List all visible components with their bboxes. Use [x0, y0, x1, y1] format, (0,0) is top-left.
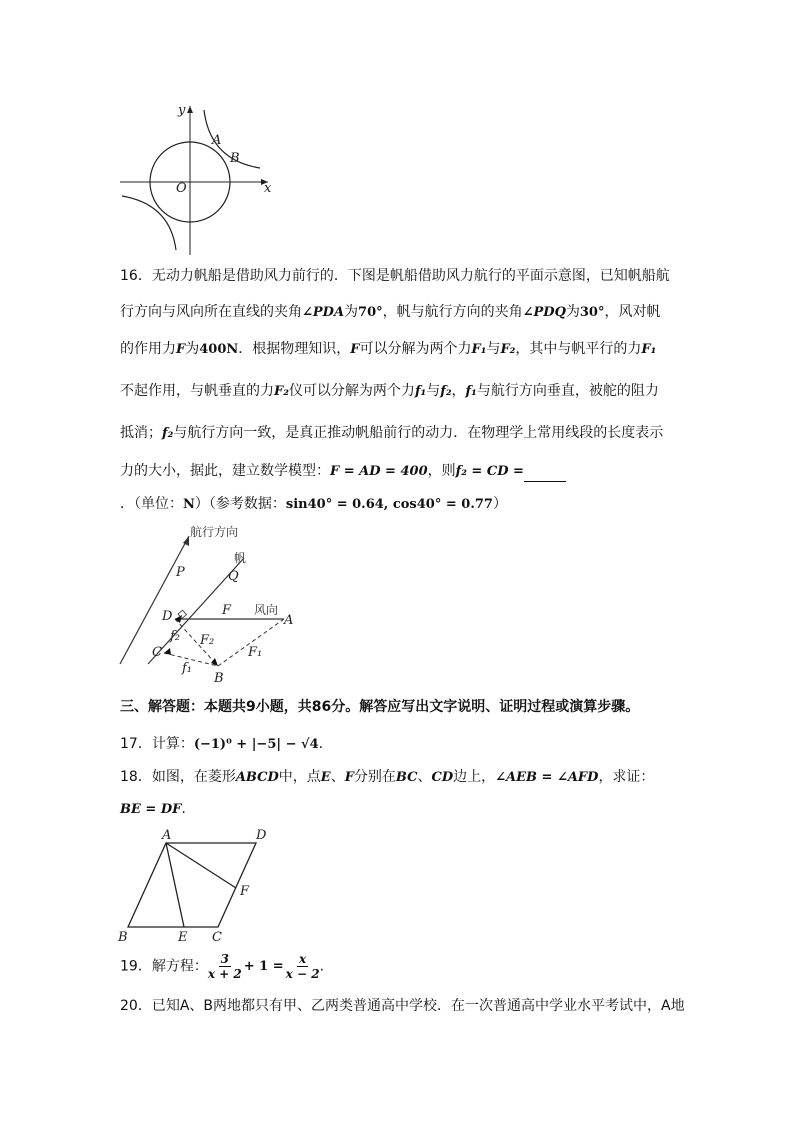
- q16-text: ，其中与帆平行的力: [515, 341, 642, 357]
- label-O: O: [176, 181, 187, 196]
- rhombus-figure: [116, 826, 276, 946]
- q16-text: 为: [185, 341, 200, 357]
- label-F: F: [240, 884, 250, 899]
- label-C: C: [212, 930, 222, 945]
- q16-math: ∠PDA: [302, 305, 345, 320]
- q16-math: ∠PDQ: [522, 305, 566, 320]
- q16-line-4: [120, 381, 659, 402]
- q16-text: ，帆与航行方向的夹角: [382, 304, 523, 320]
- q18-math: CD: [431, 770, 454, 785]
- segment-AF: [166, 843, 236, 888]
- q16-text: 的作用力: [120, 341, 176, 357]
- q16-math: N: [183, 497, 195, 512]
- q16-text: 为: [565, 304, 580, 320]
- label-B: B: [230, 151, 240, 166]
- q18-text: 、: [330, 769, 345, 785]
- label-f2: f₂: [170, 629, 181, 644]
- q16-math: f₁: [465, 384, 477, 399]
- label-heading: 航行方向: [190, 525, 239, 539]
- q16-line-3: [120, 339, 656, 360]
- label-y: y: [178, 103, 186, 118]
- q16-math: 30°: [579, 305, 605, 320]
- q16-text: ．（单位：: [120, 496, 183, 512]
- q16-text: 力的大小，据此，建立数学模型：: [120, 463, 330, 479]
- q18-text: 边上，: [453, 769, 496, 785]
- q16-math: 400N: [199, 342, 239, 357]
- q16-text: 16．无动力帆船是借助风力前行的．下图是帆船借助风力航行的平面示意图，已知帆船航: [120, 268, 670, 284]
- label-F2: F₂: [200, 633, 215, 648]
- q16-text: ，则: [427, 463, 456, 479]
- q18-text: .: [181, 801, 186, 817]
- q16-math: F₁: [471, 342, 487, 357]
- q17-math: (−1)⁰ + |−5| − √4: [193, 737, 319, 752]
- q16-text: 与: [486, 341, 501, 357]
- q16-math: F: [350, 342, 360, 357]
- q16-math: 70°: [358, 305, 383, 320]
- q18-text: 中，点: [278, 769, 321, 785]
- section-3-heading: [120, 697, 639, 717]
- label-A: A: [284, 613, 294, 628]
- label-A: A: [212, 133, 222, 148]
- q16-text: 与: [426, 383, 441, 399]
- q17-line: [120, 734, 323, 755]
- q18-text: ，求证：: [598, 769, 655, 785]
- q16-math: sin40° = 0.64, cos40° = 0.77: [285, 497, 493, 512]
- sailboat-force-figure: [118, 522, 318, 686]
- label-A: A: [162, 828, 172, 843]
- q18-math: BC: [395, 770, 418, 785]
- q19-line: [120, 952, 324, 981]
- label-f1: f₁: [182, 661, 193, 676]
- q18-math: E: [320, 770, 331, 785]
- q16-math: F = AD = 400: [330, 464, 428, 479]
- label-P: P: [176, 565, 185, 580]
- rhombus-ABCD: [128, 843, 256, 927]
- q16-text: ．根据物理知识，: [238, 341, 351, 357]
- q16-math: F: [176, 342, 186, 357]
- q18-line-1: [120, 767, 654, 788]
- numerator: x: [299, 952, 307, 966]
- force-arrowhead-C: [164, 648, 171, 655]
- y-axis-arrow: [187, 106, 193, 113]
- label-C: C: [152, 645, 162, 660]
- q16-math: F₂: [274, 384, 289, 399]
- q16-text: 与航行方向垂直，被舵的阻力: [476, 383, 659, 399]
- q16-math: f₁: [414, 384, 427, 399]
- q19-math: + 1 =: [243, 958, 284, 974]
- q18-line-2: [120, 799, 186, 820]
- q16-text: 与航行方向一致，是真正推动帆船前行的动力．在物理学上常用线段的长度表示: [173, 425, 664, 441]
- q16-text: ）: [492, 496, 507, 512]
- label-wind: 风向: [254, 603, 279, 617]
- denominator: x − 2: [285, 967, 320, 981]
- q16-text: 不起作用，与帆垂直的力: [120, 383, 274, 399]
- q16-math: F₁: [641, 342, 657, 357]
- q16-math: f₂ = CD =: [455, 464, 524, 479]
- label-E: E: [178, 930, 188, 945]
- label-x: x: [264, 181, 272, 196]
- hyperbola-branch-2: [122, 196, 176, 250]
- q16-text: 仪可以分解为两个力: [288, 383, 415, 399]
- q16-line-6: [120, 461, 566, 482]
- label-F1: F₁: [248, 645, 263, 660]
- q16-text: 抵消；: [120, 425, 162, 441]
- q18-text: 分别在: [353, 769, 396, 785]
- q16-line-2: [120, 302, 660, 323]
- label-D: D: [256, 828, 267, 843]
- fraction-1: [208, 952, 242, 981]
- label-D: D: [162, 609, 173, 624]
- q19-text: 19．解方程：: [120, 958, 208, 975]
- q18-text: 18．如图，在菱形: [120, 769, 236, 785]
- q16-math: f₂: [162, 426, 174, 441]
- numerator: 3: [220, 952, 229, 966]
- section-heading-text: 三、解答题：本题共9小题，共86分。解答应写出文字说明、证明过程或演算步骤。: [120, 699, 640, 715]
- q16-line-5: [120, 423, 663, 444]
- q16-line-1: [120, 266, 670, 286]
- q18-text: 、: [417, 769, 432, 785]
- q20-line: [120, 996, 685, 1016]
- segment-AE: [166, 843, 184, 927]
- q20-text: 20．已知A、B两地都只有甲、乙两类普通高中学校．在一次普通高中学业水平考试中，A地: [120, 998, 685, 1014]
- q16-text: 可以分解为两个力: [359, 341, 472, 357]
- circle-hyperbola-figure: [118, 100, 278, 260]
- q17-text: 17．计算：: [120, 736, 194, 752]
- q19-text: .: [319, 958, 325, 975]
- fraction-2: [286, 952, 320, 981]
- q18-math: BE = DF: [120, 802, 182, 817]
- q16-text: 为: [344, 304, 359, 320]
- force-arrowhead-D: [175, 615, 182, 623]
- label-B: B: [118, 930, 128, 945]
- label-F: F: [222, 603, 232, 618]
- answer-blank[interactable]: [524, 467, 566, 482]
- label-B: B: [214, 671, 224, 686]
- q16-math: f₂: [440, 384, 452, 399]
- label-sail: 帆: [234, 551, 247, 565]
- q18-math: F: [344, 770, 354, 785]
- q16-text: ）（参考数据：: [194, 496, 286, 512]
- q16-math: F₂: [500, 342, 516, 357]
- denominator: x + 2: [207, 967, 242, 981]
- label-Q: Q: [228, 569, 239, 584]
- q17-text: .: [318, 736, 324, 752]
- q16-line-7: [120, 494, 507, 515]
- q18-math: ∠AEB = ∠AFD: [495, 770, 599, 785]
- q18-math: ABCD: [235, 770, 279, 785]
- q16-text: ，: [451, 383, 466, 399]
- q16-text: ，风对帆: [604, 304, 661, 320]
- q16-text: 行方向与风向所在直线的夹角: [120, 304, 302, 320]
